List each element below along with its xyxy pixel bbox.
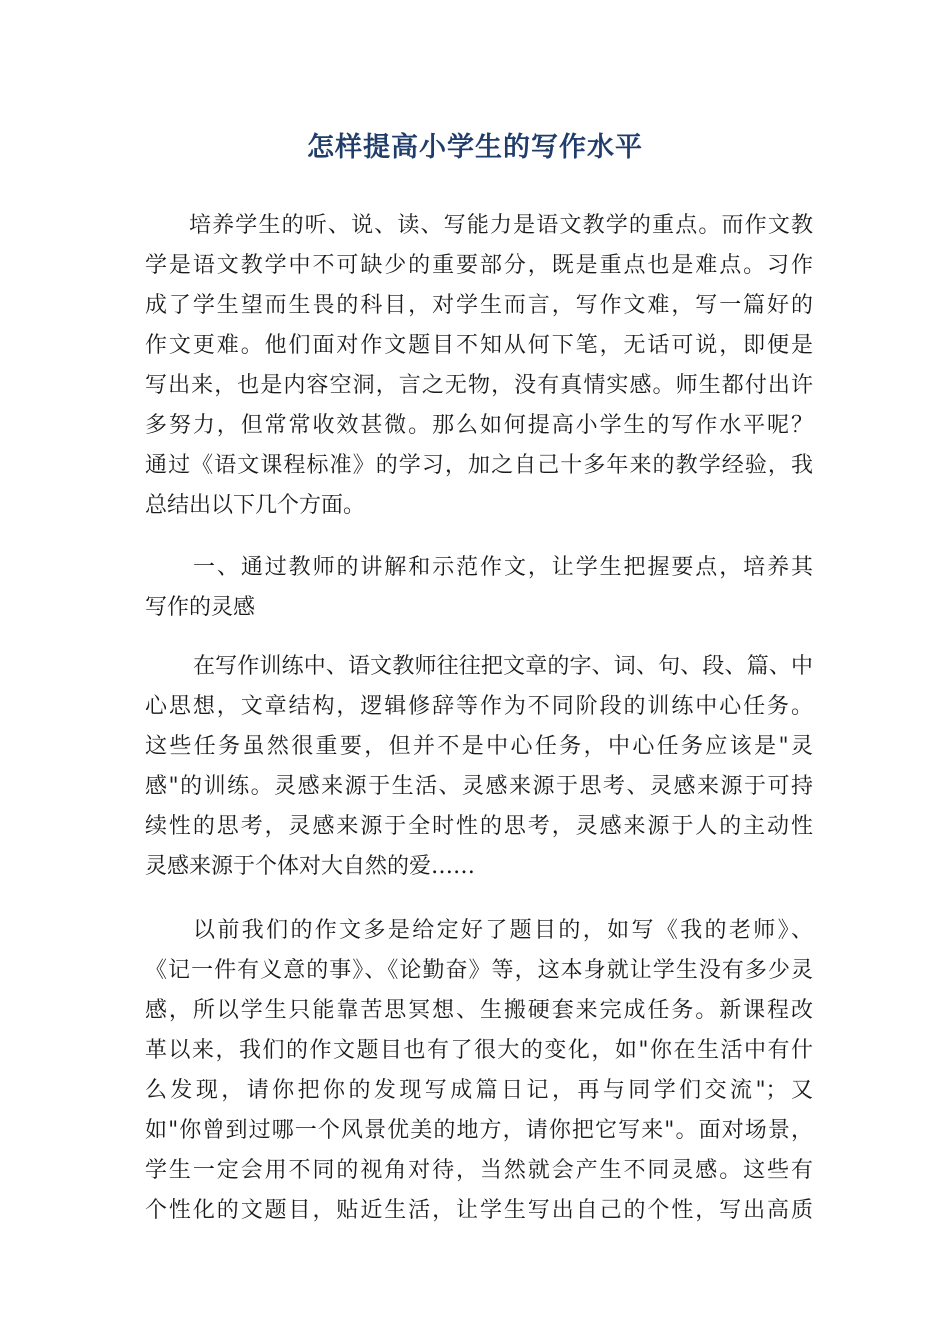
paragraph-inspiration [145,647,813,887]
text-line: 学生一定会用不同的视角对待，当然就会产生不同灵感。这些有 [145,1158,813,1183]
text-line: 通过《语文课程标准》的学习，加之自己十多年来的教学经验，我 [145,453,813,478]
text-line: 在写作训练中、语文教师往往把文章的字、词、句、段、篇、中 [193,654,813,679]
text-line: 感，所以学生只能靠苦思冥想、生搬硬套来完成任务。新课程改 [145,998,813,1023]
text-line: 学是语文教学中不可缺少的重要部分，既是重点也是难点。习作 [145,253,813,278]
section-heading-1 [145,548,813,628]
text-line: 多努力，但常常收效甚微。那么如何提高小学生的写作水平呢？ [145,413,813,438]
text-line: 写作的灵感 [145,595,256,620]
paragraph-topics [145,911,813,1231]
text-line: 成了学生望而生畏的科目，对学生而言，写作文难，写一篇好的 [145,293,813,318]
text-line: 培养学生的听、说、读、写能力是语文教学的重点。而作文教 [189,213,813,238]
text-line: 感"的训练。灵感来源于生活、灵感来源于思考、灵感来源于可持 [145,774,813,799]
text-line: 这些任务虽然很重要，但并不是中心任务，中心任务应该是"灵 [145,734,813,759]
text-line: 一、通过教师的讲解和示范作文，让学生把握要点，培养其 [193,555,813,580]
text-line: 总结出以下几个方面。 [145,493,366,518]
text-line: 心思想，文章结构，逻辑修辞等作为不同阶段的训练中心任务。 [145,694,813,719]
text-line: 个性化的文题目，贴近生活，让学生写出自己的个性，写出高质 [145,1198,813,1223]
paragraph-intro [145,206,813,526]
text-line: 么发现，请你把你的发现写成篇日记，再与同学们交流"；又 [145,1078,813,1103]
text-line: 如"你曾到过哪一个风景优美的地方，请你把它写来"。面对场景， [145,1118,813,1143]
page-title: 怎样提高小学生的写作水平 [307,132,643,163]
text-line: 写出来，也是内容空洞，言之无物，没有真情实感。师生都付出许 [145,373,813,398]
text-line: 灵感来源于个体对大自然的爱…… [145,854,476,879]
text-line: 革以来，我们的作文题目也有了很大的变化，如"你在生活中有什 [145,1038,813,1063]
text-line: 作文更难。他们面对作文题目不知从何下笔，无话可说，即便是 [145,333,813,358]
text-line: 续性的思考，灵感来源于全时性的思考，灵感来源于人的主动性 [145,814,813,839]
text-line: 《记一件有义意的事》、《论勤奋》等，这本身就让学生没有多少灵 [145,958,813,983]
text-line: 以前我们的作文多是给定好了题目的，如写《我的老师》、 [193,918,813,943]
